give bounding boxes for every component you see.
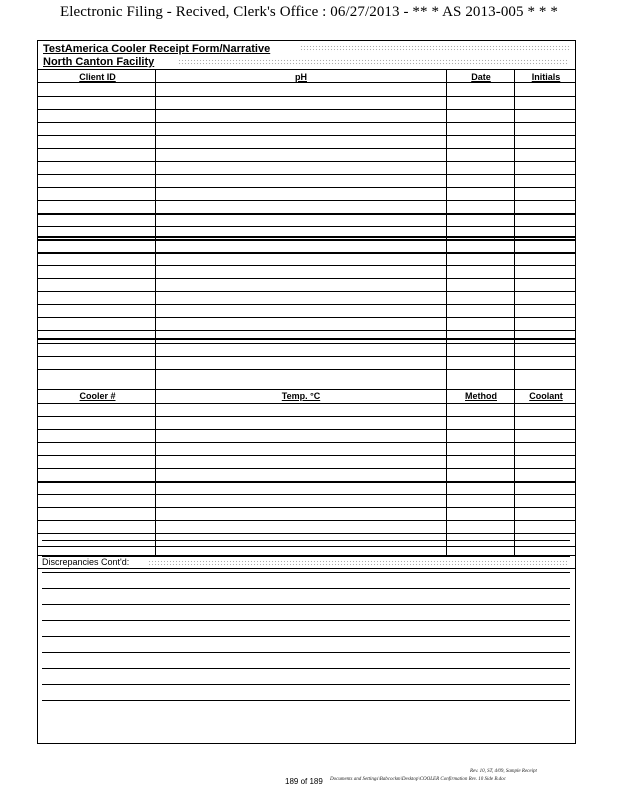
file-path-note: Documents and Settings\Babcockm\Desktop\COOLER Confirmation Rev. 10 Side B.doc	[330, 777, 506, 782]
cooler-header-rule	[38, 389, 575, 390]
table-row-rule	[38, 429, 575, 430]
discrepancy-writing-line[interactable]	[42, 620, 570, 621]
col-client-id: Client ID	[79, 72, 116, 82]
table-row-rule	[38, 187, 575, 188]
table-row-rule	[38, 122, 575, 123]
table-row-rule	[38, 161, 575, 162]
col-cooler-number: Cooler #	[79, 391, 116, 401]
table-row-rule	[38, 507, 575, 508]
table-row-rule	[38, 291, 575, 292]
table-row-rule	[38, 236, 575, 238]
table-column-rule	[514, 69, 515, 555]
table-column-rule	[446, 69, 447, 555]
cooler-receipt-form	[37, 40, 576, 744]
table-row-rule	[38, 200, 575, 201]
table-row-rule	[38, 343, 575, 344]
table-row-rule	[38, 338, 575, 340]
col-temp: Temp. °C	[281, 391, 321, 401]
table-row-rule	[38, 330, 575, 331]
table-row-rule	[38, 109, 575, 110]
col-ph: pH	[295, 72, 307, 82]
table-column-rule	[155, 69, 156, 555]
discrepancies-label: Discrepancies Cont'd:	[42, 557, 130, 567]
table-row-rule	[38, 304, 575, 305]
table-row-rule	[38, 148, 575, 149]
discrepancies-rule	[38, 568, 575, 569]
discrepancy-writing-line[interactable]	[42, 636, 570, 637]
discrepancy-writing-line[interactable]	[42, 572, 570, 573]
page-number: 189 of 189	[285, 777, 323, 786]
discrepancy-writing-line[interactable]	[42, 604, 570, 605]
discrepancy-writing-line[interactable]	[42, 652, 570, 653]
table-row-rule	[38, 533, 575, 534]
table-row-rule	[38, 481, 575, 483]
discrepancy-writing-line[interactable]	[42, 588, 570, 589]
cooler-header-rule	[38, 403, 575, 404]
table-row-rule	[38, 416, 575, 417]
table-row-rule	[38, 369, 575, 370]
discrepancy-writing-line[interactable]	[42, 556, 570, 557]
table-row-rule	[38, 356, 575, 357]
table-row-rule	[38, 317, 575, 318]
table-row-rule	[38, 468, 575, 469]
table-row-rule	[38, 174, 575, 175]
discrepancy-writing-line[interactable]	[42, 700, 570, 701]
discrepancy-writing-line[interactable]	[42, 684, 570, 685]
table-row-rule	[38, 265, 575, 266]
col-date: Date	[471, 72, 491, 82]
discrepancy-writing-line[interactable]	[42, 540, 570, 541]
table-row-rule	[38, 252, 575, 254]
discrepancy-writing-line[interactable]	[42, 668, 570, 669]
table-row-rule	[38, 494, 575, 495]
filing-header: Electronic Filing - Recived, Clerk's Office : 06/27/2013 - ** * AS 2013-005 * * *	[60, 4, 558, 20]
scan-noise	[300, 45, 570, 52]
col-initials: Initials	[531, 72, 561, 82]
table-row-rule	[38, 442, 575, 443]
header-rule	[38, 69, 575, 70]
scan-noise	[148, 560, 568, 567]
revision-note: Rev. 10, ST, 4/09, Sample Receipt	[470, 769, 537, 774]
col-method: Method	[465, 391, 497, 401]
table-row-rule	[38, 278, 575, 279]
table-row-rule	[38, 96, 575, 97]
table-row-rule	[38, 213, 575, 215]
table-row-rule	[38, 546, 575, 547]
table-row-rule	[38, 239, 575, 241]
table-header-rule	[38, 82, 575, 83]
table-row-rule	[38, 135, 575, 136]
facility-name: North Canton Facility	[43, 56, 155, 68]
scan-noise	[178, 59, 568, 66]
table-row-rule	[38, 455, 575, 456]
table-row-rule	[38, 520, 575, 521]
table-row-rule	[38, 226, 575, 227]
col-coolant: Coolant	[529, 391, 563, 401]
form-title: TestAmerica Cooler Receipt Form/Narrative	[43, 43, 271, 55]
